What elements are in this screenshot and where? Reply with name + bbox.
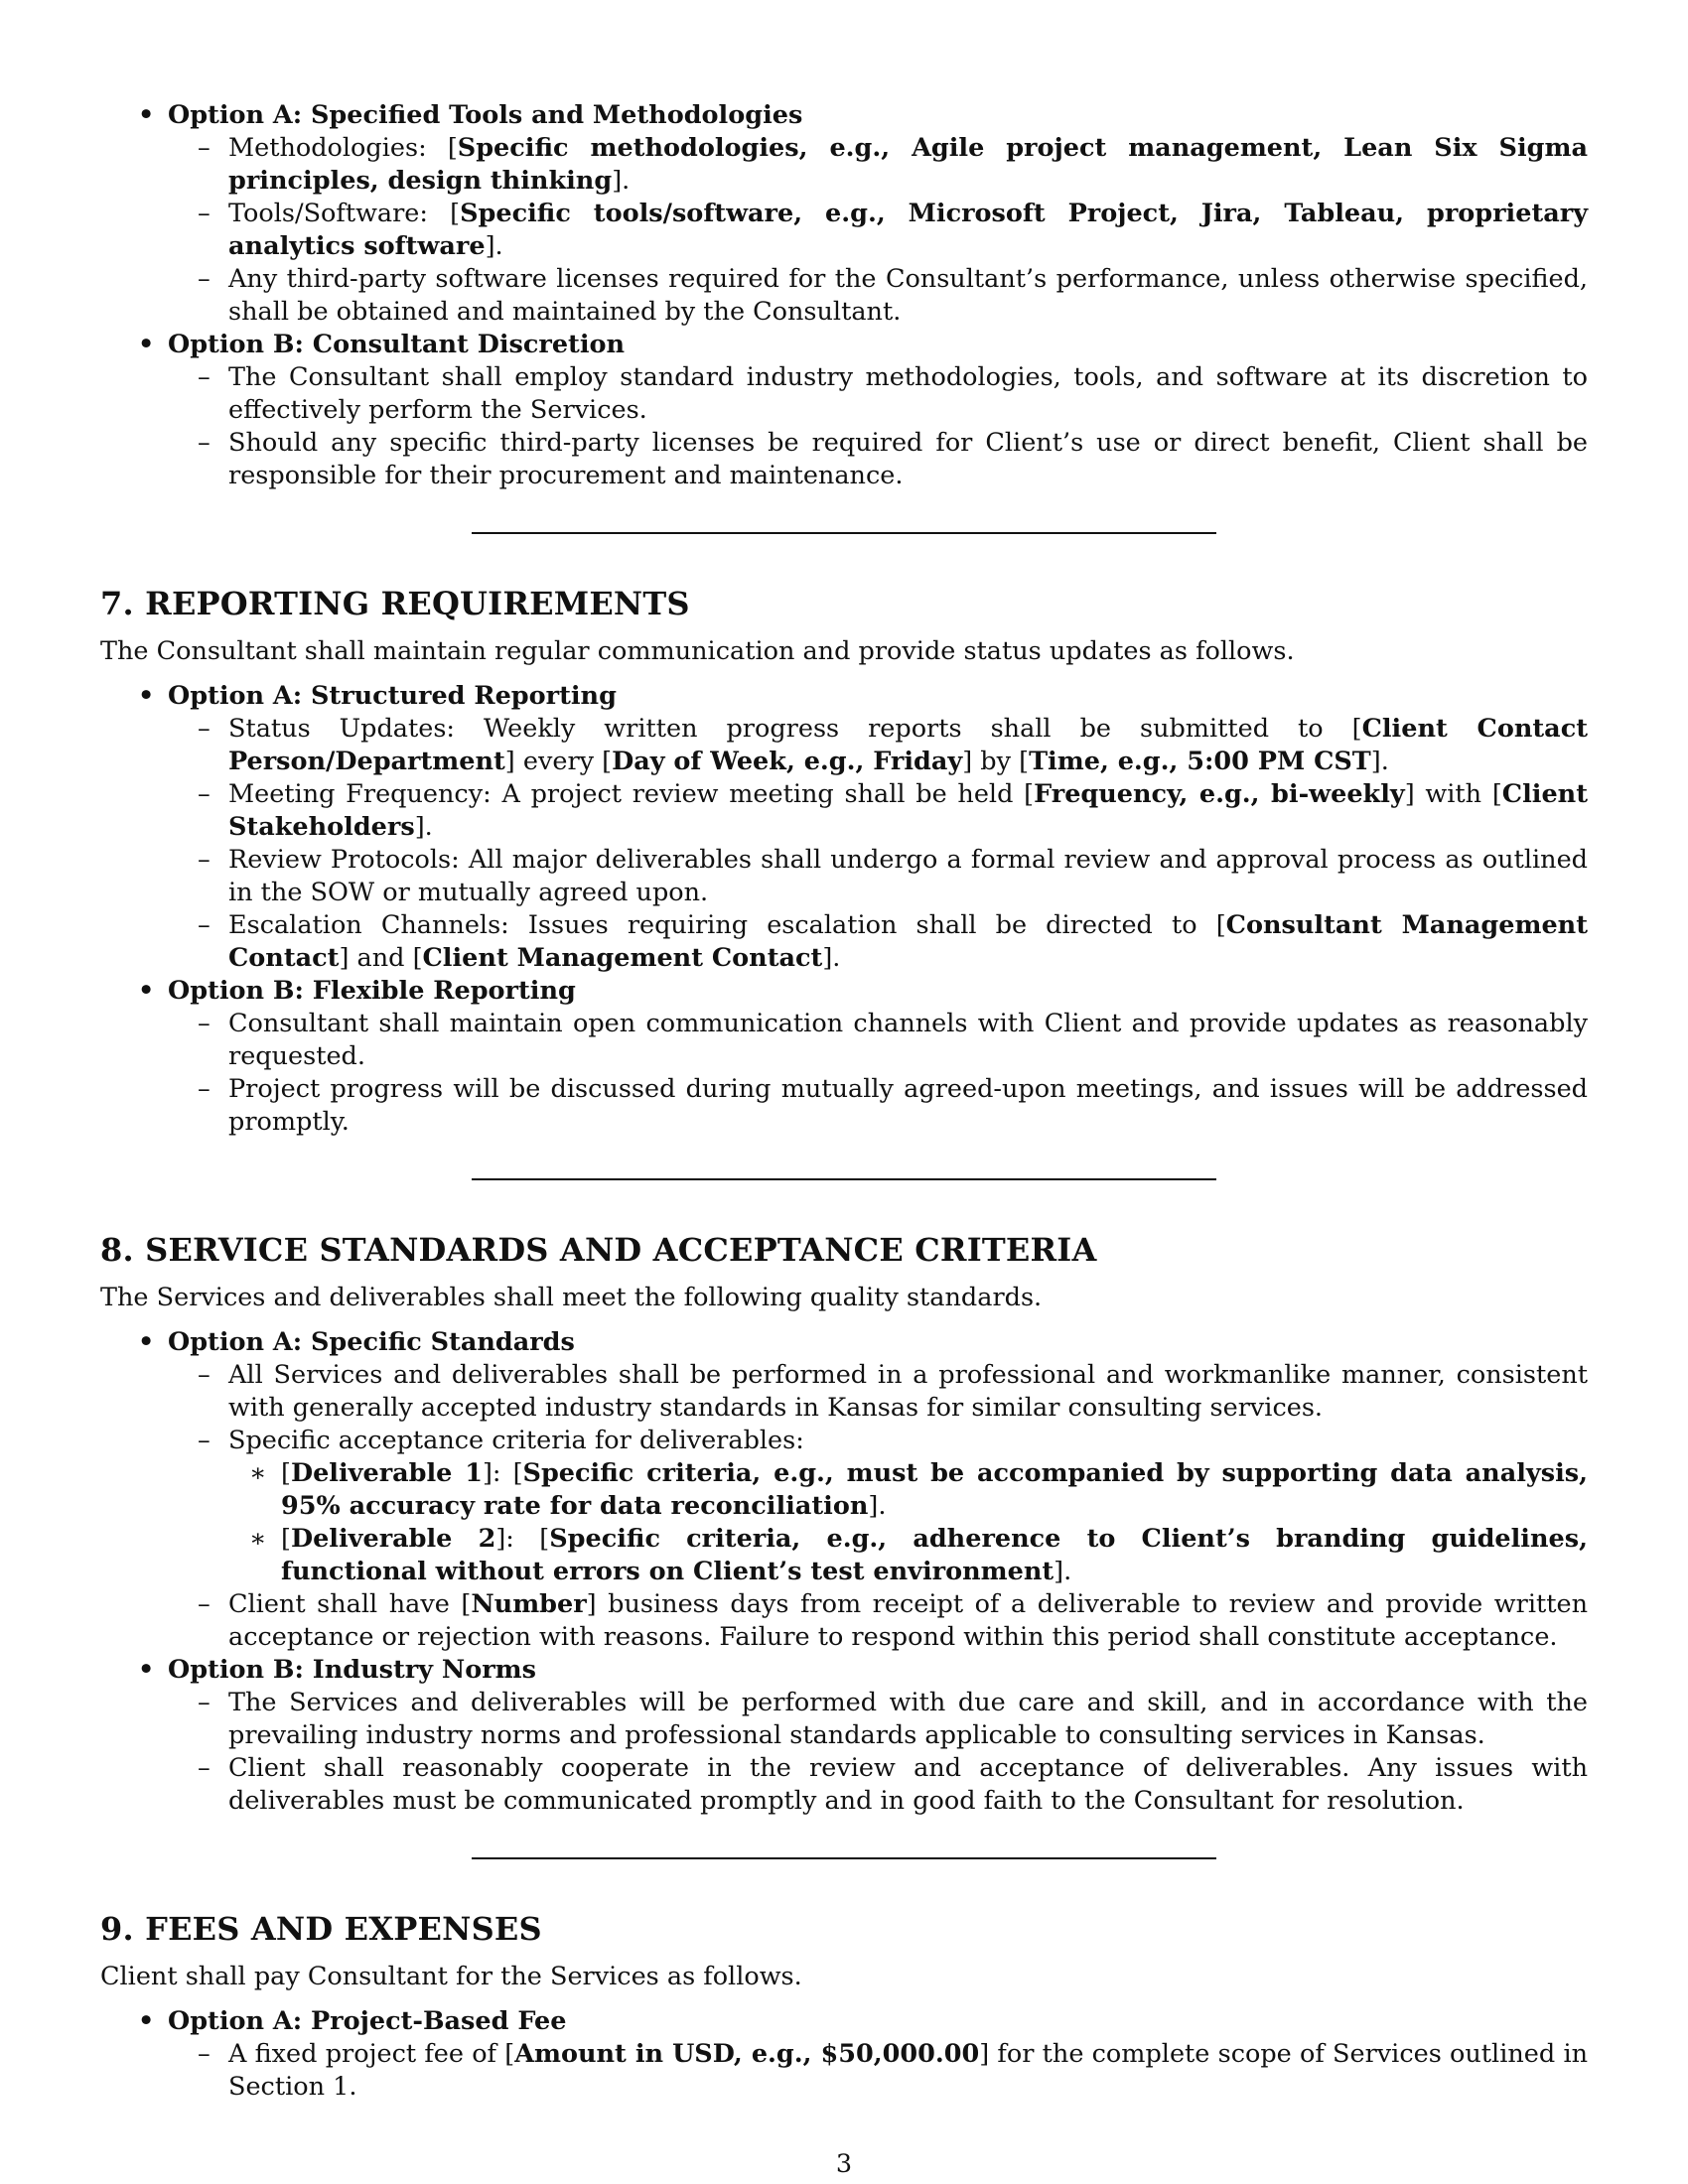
- sec7-status-updates: [100, 713, 1588, 778]
- item-text: ] for the complete scope of Services outlined in Section 1.: [228, 2039, 1589, 2102]
- placeholder-text: Client Contact Person/Department: [228, 714, 1588, 776]
- item-text: ].: [414, 812, 433, 842]
- section-divider: [472, 532, 1216, 534]
- placeholder-text: Deliverable 1: [290, 1458, 483, 1488]
- item-text: ].: [822, 943, 841, 973]
- sec9-intro: Client shall pay Consultant for the Services as follows.: [100, 1962, 802, 1991]
- placeholder-text: Day of Week, e.g., Friday: [612, 747, 963, 776]
- item-text: ] and [: [339, 943, 423, 973]
- sec6-option-b-licenses: – Should any specific third-party licenses be required for Client’s use or direct benefit, Client shall be responsible for their procurement and maintenance.: [100, 427, 1588, 492]
- sec7-escalation-channels: [100, 909, 1588, 975]
- placeholder-text: Consultant Management Contact: [228, 910, 1588, 973]
- sec6-option-b-title: • Option B: Consultant Discretion: [100, 329, 1588, 361]
- placeholder-text: Client Management Contact: [422, 943, 823, 973]
- placeholder-text: Amount in USD, e.g., $50,000.00: [514, 2039, 980, 2069]
- item-end: ].: [612, 166, 631, 196]
- sec8-deliverable-2: [100, 1523, 1588, 1588]
- sec7-heading: 7. REPORTING REQUIREMENTS: [100, 585, 690, 622]
- item-text: [: [281, 1458, 291, 1488]
- item-text: Meeting Frequency: A project review meeting shall be held [: [228, 779, 1035, 809]
- placeholder-text: Specific criteria, e.g., must be accompanied by supporting data analysis, 95% accuracy rate for data reconciliation: [281, 1458, 1588, 1521]
- item-text: Client shall have [: [228, 1589, 472, 1619]
- item-text: ] with [: [1404, 779, 1502, 809]
- page-content: [100, 99, 1588, 2104]
- item-end: ].: [485, 231, 503, 261]
- sec6-option-b-discretion: – The Consultant shall employ standard industry methodologies, tools, and software at its discretion to effectively perform the Services.: [100, 361, 1588, 427]
- placeholder-text: Number: [471, 1589, 587, 1619]
- sec9-fixed-fee: [100, 2038, 1588, 2104]
- placeholder-text: Time, e.g., 5:00 PM CST: [1029, 747, 1371, 776]
- item-text: ].: [868, 1491, 887, 1521]
- item-text: [: [281, 1524, 291, 1554]
- sec7-intro: The Consultant shall maintain regular communication and provide status updates as follows.: [100, 636, 1295, 666]
- placeholder-text: Deliverable 2: [290, 1524, 496, 1554]
- section-divider: [472, 1178, 1216, 1180]
- item-text: Escalation Channels: Issues requiring escalation shall be directed to [: [228, 910, 1226, 940]
- item-text: ]: [: [482, 1458, 523, 1488]
- sec8-professional-manner: – All Services and deliverables shall be performed in a professional and workmanlike manner, consistent with generally accepted industry standards in Kansas for similar consulting services.: [100, 1359, 1588, 1425]
- item-label: Tools/Software: [: [228, 199, 461, 228]
- placeholder-text: Frequency, e.g., bi-weekly: [1034, 779, 1405, 809]
- sec7-option-a-title: • Option A: Structured Reporting: [100, 680, 1588, 713]
- placeholder-text: Specific methodologies, e.g., Agile project management, Lean Six Sigma principles, design thinking: [228, 133, 1588, 196]
- sec8-due-care: – The Services and deliverables will be performed with due care and skill, and in accordance with the prevailing industry norms and professional standards applicable to consulting services in Kansas.: [100, 1687, 1588, 1752]
- sec8-client-cooperation: – Client shall reasonably cooperate in the review and acceptance of deliverables. Any issues with deliverables must be communicated promptly and in good faith to the Consultant for resolution.: [100, 1752, 1588, 1818]
- sec6-option-a-tools: [100, 198, 1588, 263]
- section-divider: [472, 1857, 1216, 1859]
- sec7-meeting-frequency: [100, 778, 1588, 844]
- item-text: ] by [: [962, 747, 1030, 776]
- item-text: ] business days from receipt of a deliverable to review and provide written acceptance or rejection with reasons. Failure to respond within this period shall constitute acceptance.: [228, 1589, 1588, 1652]
- sec7-option-b-title: • Option B: Flexible Reporting: [100, 975, 1588, 1008]
- item-text: Status Updates: Weekly written progress reports shall be submitted to [: [228, 714, 1362, 744]
- item-text: ].: [1054, 1557, 1072, 1586]
- sec8-acceptance-criteria: – Specific acceptance criteria for deliverables:: [100, 1425, 1588, 1457]
- sec8-intro: The Services and deliverables shall meet the following quality standards.: [100, 1283, 1043, 1312]
- sec8-option-b-title: • Option B: Industry Norms: [100, 1654, 1588, 1687]
- sec9-heading: 9. FEES AND EXPENSES: [100, 1910, 542, 1948]
- sec6-option-a-licenses: – Any third-party software licenses required for the Consultant’s performance, unless otherwise specified, shall be obtained and maintained by the Consultant.: [100, 263, 1588, 329]
- placeholder-text: Specific tools/software, e.g., Microsoft Project, Jira, Tableau, proprietary analytics software: [228, 199, 1589, 261]
- sec8-review-period: [100, 1588, 1588, 1654]
- page-number: 3: [835, 2149, 853, 2179]
- item-text: ].: [1370, 747, 1389, 776]
- item-text: ] every [: [504, 747, 613, 776]
- sec7-project-progress: – Project progress will be discussed during mutually agreed-upon meetings, and issues will be addressed promptly.: [100, 1073, 1588, 1139]
- sec9-option-a-title: • Option A: Project-Based Fee: [100, 2005, 1588, 2038]
- placeholder-text: Specific criteria, e.g., adherence to Client’s branding guidelines, functional without errors on Client’s test environment: [281, 1524, 1588, 1586]
- sec6-option-a-methodologies: [100, 132, 1588, 198]
- sec7-open-communication: – Consultant shall maintain open communication channels with Client and provide updates as reasonably requested.: [100, 1008, 1588, 1073]
- item-text: A fixed project fee of [: [228, 2039, 515, 2069]
- item-label: Methodologies: [: [228, 133, 458, 163]
- sec7-review-protocols: – Review Protocols: All major deliverables shall undergo a formal review and approval process as outlined in the SOW or mutually agreed upon.: [100, 844, 1588, 909]
- sec8-heading: 8. SERVICE STANDARDS AND ACCEPTANCE CRITERIA: [100, 1231, 1097, 1269]
- sec8-option-a-title: • Option A: Specific Standards: [100, 1326, 1588, 1359]
- sec6-option-a-title: • Option A: Specified Tools and Methodologies: [100, 99, 1588, 132]
- item-text: ]: [: [495, 1524, 550, 1554]
- placeholder-text: Client Stakeholders: [228, 779, 1588, 842]
- sec8-deliverable-1: [100, 1457, 1588, 1523]
